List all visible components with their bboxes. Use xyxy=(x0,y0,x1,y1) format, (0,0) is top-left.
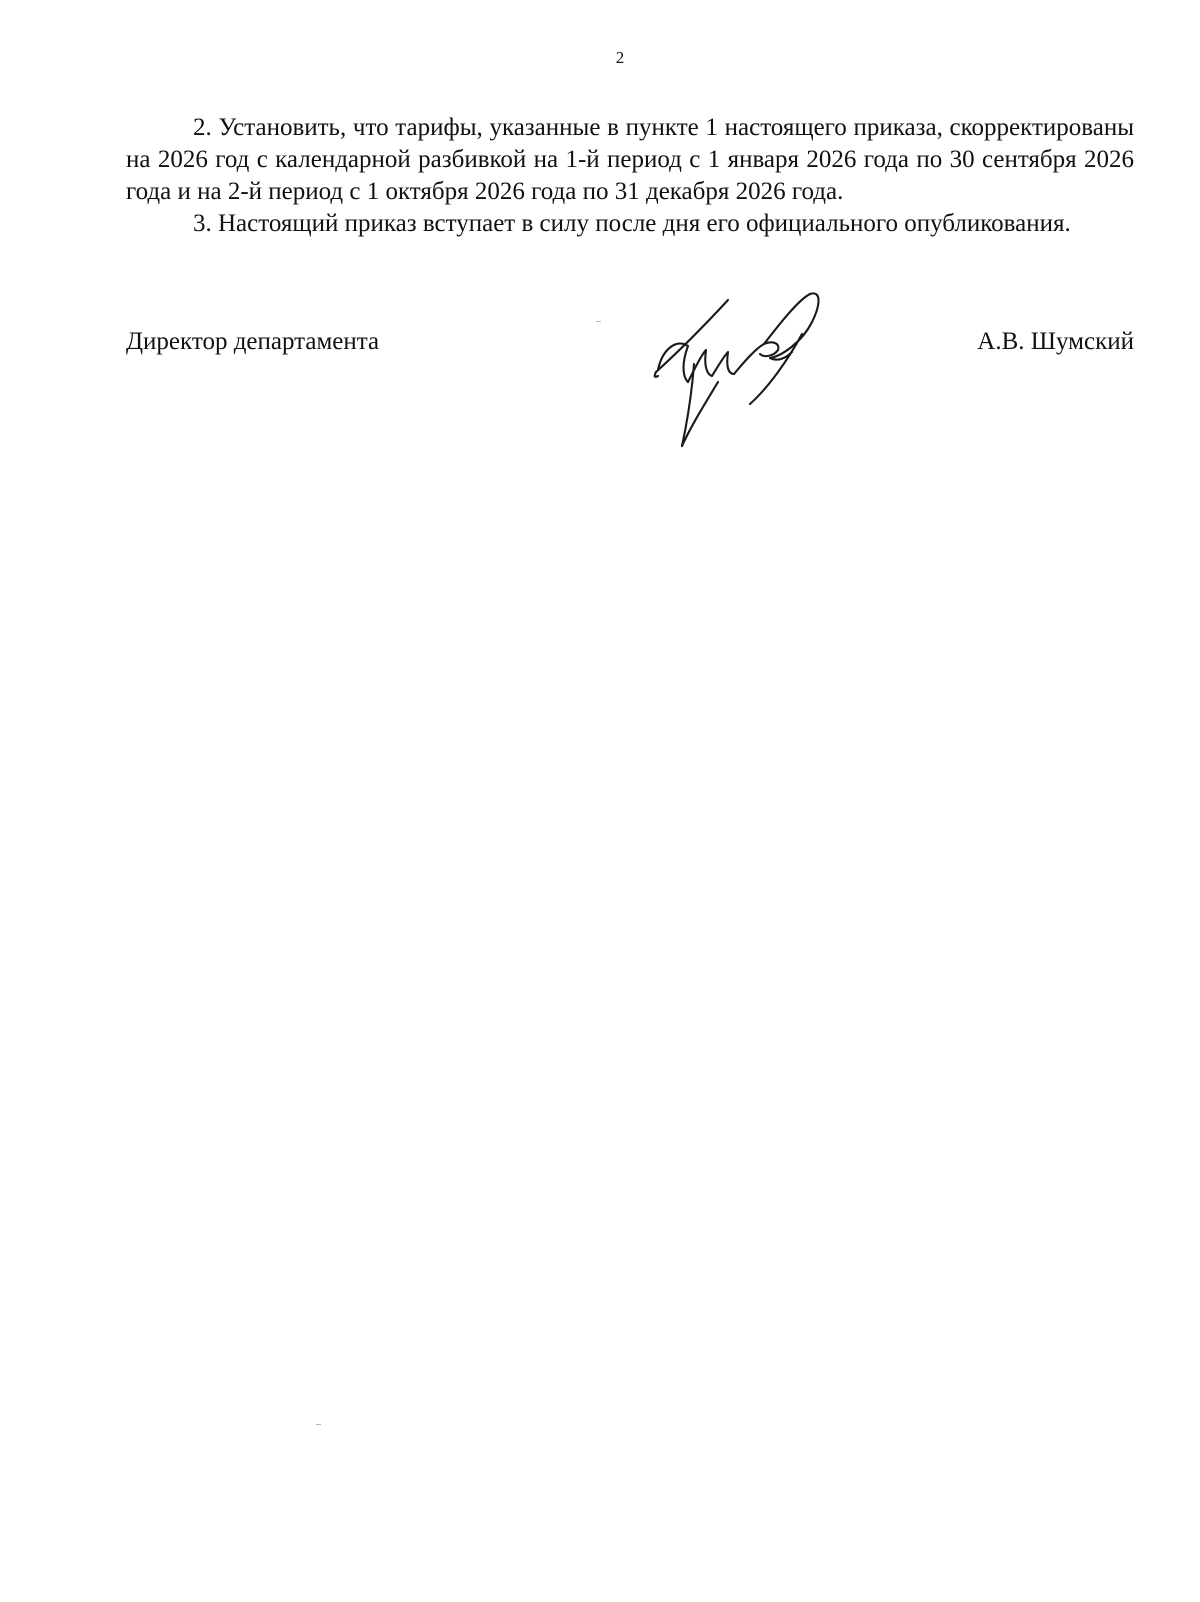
signatory-position: Директор департамента xyxy=(126,328,380,355)
page-number: 2 xyxy=(615,48,625,67)
paragraph-3: 3. Настоящий приказ вступает в силу после дня его официального опубликования. xyxy=(193,210,1071,237)
paragraph-2: 2. Установить, что тарифы, указанные в пункте 1 настоящего приказа, скорректированы на 2026 год с календарной разбивкой на 1-й период с 1 января 2026 года по 30 сентября 2026 года и на 2-й период с 1 октября 2026 года по 31 декабря 2026 года. xyxy=(126,114,1134,205)
signatory-name: А.В. Шумский xyxy=(977,328,1134,355)
document-body xyxy=(126,112,1134,240)
handwritten-signature-icon xyxy=(652,286,852,466)
scan-speck xyxy=(316,1424,321,1425)
scan-speck xyxy=(596,321,601,322)
